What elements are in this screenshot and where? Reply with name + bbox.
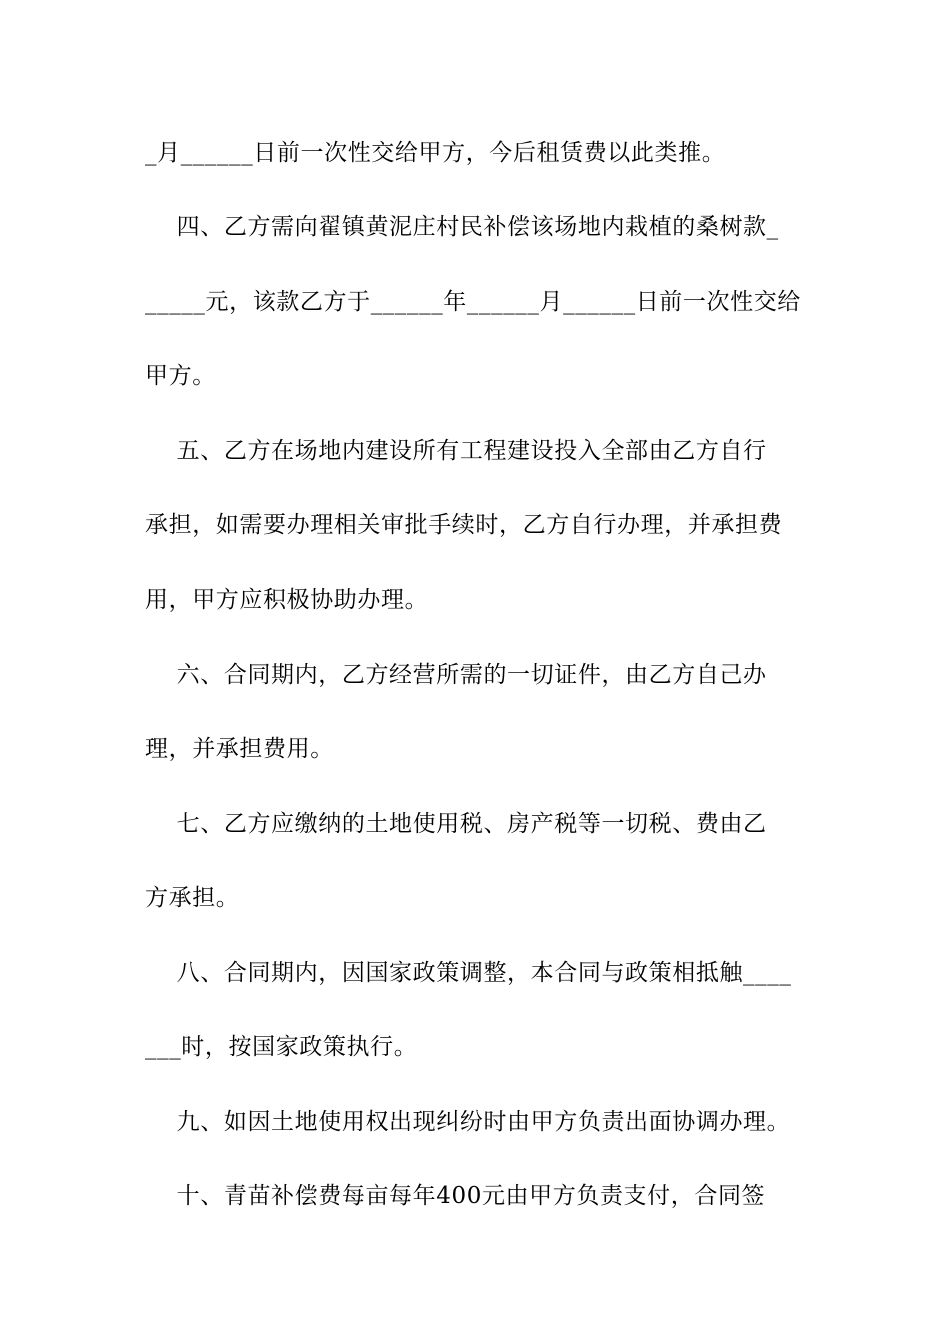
text-line: 承担，如需要办理相关审批手续时，乙方自行办理，并承担费 <box>145 512 783 538</box>
text-line: ___时，按国家政策执行。 <box>145 1034 418 1060</box>
text-line: 七、乙方应缴纳的土地使用税、房产税等一切税、费由乙 <box>145 811 767 837</box>
text-line: 方承担。 <box>145 885 240 911</box>
text-line: 六、合同期内，乙方经营所需的一切证件，由乙方自己办 <box>145 662 767 688</box>
text-line: 理，并承担费用。 <box>145 736 334 762</box>
text-line: 八、合同期内，因国家政策调整，本合同与政策相抵触____ <box>145 960 792 986</box>
text-line: _____元，该款乙方于______年______月______日前一次性交给 <box>145 289 801 315</box>
text-line: 用，甲方应积极协助办理。 <box>145 587 429 613</box>
text-line: _月______日前一次性交给甲方，今后租赁费以此类推。 <box>145 140 726 166</box>
text-line: 九、如因土地使用权出现纠纷时由甲方负责出面协调办理。 <box>145 1109 791 1135</box>
text-line: 十、青苗补偿费每亩每年400元由甲方负责支付，合同签 <box>145 1183 766 1209</box>
text-line: 四、乙方需向翟镇黄泥庄村民补偿该场地内栽植的桑树款_ <box>145 214 779 240</box>
text-line: 五、乙方在场地内建设所有工程建设投入全部由乙方自行 <box>145 438 767 464</box>
text-line: 甲方。 <box>145 363 216 389</box>
